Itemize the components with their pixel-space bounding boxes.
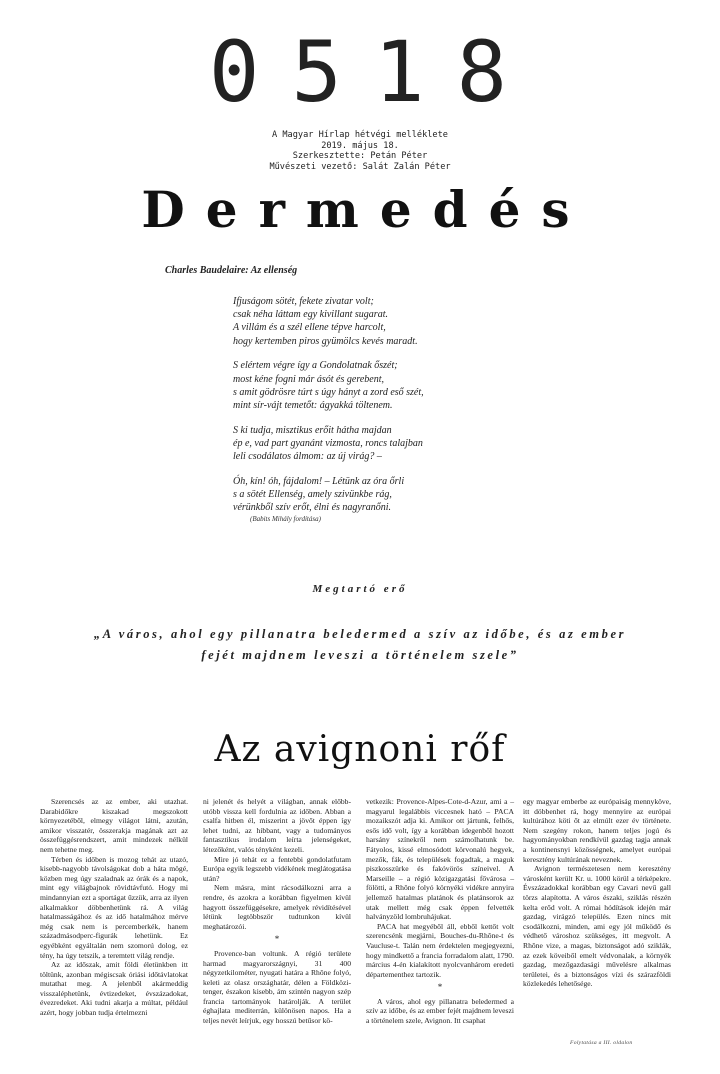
article-paragraph: egy magyar emberbe az európaiság mennyköve, itt döbbenhet rá, hogy mennyire az európai kultúrához köti őt az elmúlt ezer év története. Nem szegény rokon, hanem teljes jogú és hagyományokban rendkívül gazdag tagja annak a kontinensnyi közösségnek, amelyet európai keresztény kultúrának neveznek. — [523, 797, 671, 864]
poem-line: most kéne fogni már ásót és gerebent, — [233, 373, 384, 385]
pull-quote-line: fejét majdnem leveszi a történelem szele” — [201, 648, 519, 662]
poem-line: A villám és a szél ellene tépve harcolt, — [233, 322, 386, 334]
poem-stanza — [233, 424, 533, 464]
page-title: Dermedés — [141, 180, 591, 239]
poem-stanza — [233, 295, 533, 348]
poem-line: s amit gödrösre túrt s úgy hányt a zord eső szét, — [233, 386, 424, 398]
poem-line: Ifjuságom sötét, fekete zivatar volt; — [233, 296, 374, 307]
pull-quote — [40, 624, 680, 666]
article-paragraph: Az az időszak, amit földi életünkben itt töltünk, azonban mégiscsak óriási időtávlatokat mutathat meg. A jelenből akármeddig visszaléphetünk, évtizedeket, évszázadokat, évezredeket. Aki tudni akarja a múltat, például azért, hogy jobban tudja értelmezni — [40, 960, 188, 1018]
poem-line: S elértem végre így a Gondolatnak őszét; — [233, 360, 398, 372]
article-paragraph: A város, ahol egy pillanatra beledermed a szív az időbe, és az ember fejét majdnem leveszi a történelem szele, Avignon. Itt csaphat — [366, 996, 514, 1026]
poem-line: vérünkből szív erőt, élni és nagyranőni. — [233, 502, 392, 514]
article-paragraph: Nem másra, mint rácsodálkozni arra a rendre, és azokra a korábban figyelmen kívül hagyott összefüggésekre, amelyek révidítésével létünk legtöbbször tudtunkon kívül meghatározói. — [203, 883, 351, 931]
article-paragraph: Provence-ban voltunk. A régió területe harmad magyarországnyi, 31 400 négyzetkilométer, nyugati határa a Rhône folyó, keleti az olasz országhatár, délen a Földközi-tenger, északon kisebb, ám szintén nagyon szép francia tartományok határolják. A terület éghajlata mediterrán, különösen napos. Ha a teljes nevét leírjuk, egy hosszú betűsor kö- — [203, 948, 351, 1026]
article-paragraph: ni jelenét és helyét a világban, annak előbb-utóbb vissza kell fordulnia az időben. Abban a csalfa hitben él, miszerint a jövőt éppen így lehet tudni, az hibbant, vagy a tudományos fantasztikus irodalom leírta jelenségeket, létezőként, valós tényként kezeli. — [203, 797, 351, 854]
poem-heading: Charles Baudelaire: Az ellenség — [165, 265, 298, 276]
poem-line: leli csodálatos álmom: az új virág? – — [233, 451, 382, 463]
article-column-2 — [203, 797, 351, 1026]
pull-quote-line: „A város, ahol egy pillanatra beledermed a szív az időbe, és az ember — [93, 627, 627, 641]
poem-translator: (Babits Mihály fordítása) — [250, 515, 321, 523]
credits-editor: Szerkesztette: Petán Péter — [292, 151, 428, 161]
article-paragraph: Szerencsés az az ember, aki utazhat. Darabidőkre kiszakad megszokott környezetéből, elmegy világot látni, azután, amikor visszatér, összerakja magának azt az összefüggésrendszert, amit mindezek nélkül nem tehetne meg. — [40, 797, 188, 854]
poem-line: s a sötét Ellenség, amely szivünkbe rág, — [233, 488, 392, 500]
poem-line: S ki tudja, misztikus erőit hátha majdan — [233, 424, 392, 436]
article-paragraph: Térben és időben is mozog tehát az utazó, kisebb-nagyobb távolságokat dob a háta mögé, közben meg úgy szaladnak az órák és a napok, mint egy világbajnok rövidtávfutó. Hogy mi mindannyian ezt a sportágat űzzük, arra az ilyen alkalmakkor döbbenhetünk rá. A világ hatalmasságához és az idő hatalmához mérve még csak nem is percemberkék, hanem századmásodperc-figurák lehetünk. Ez egyébként egyáltalán nem szomorú dolog, ez tény, ha úgy tetszik, a teremtett világ rendje. — [40, 854, 188, 960]
poem-line: mint sír-vájt temetőt: ágyakká töltenem. — [233, 399, 393, 411]
article-paragraph: PACA hat megyéből áll, ebből kettőt volt szerencsénk megjárni, Bouches-du-Rhône-t és Vaucluse-t. Talán nem érdektelen megjegyezni, hogy mindkettő a francia forradalom alatt, 1790. március 4-én kialakított nyolcvanhárom eredeti départementhez tartozik. — [366, 921, 514, 979]
article-column-4 — [523, 797, 671, 989]
poem-line: csak néha láttam egy kivillant sugarat. — [233, 309, 388, 321]
credits-art-director: Művészeti vezető: Salát Zalán Péter — [269, 161, 451, 172]
credits — [0, 130, 720, 172]
article-column-3 — [366, 797, 514, 1026]
poem-stanza — [233, 359, 533, 412]
article-paragraph: Mire jó tehát ez a fentebbi gondolatfutam Európa egyik legszebb vidékének meglátogatása után? — [203, 854, 351, 883]
poem-stanza — [233, 475, 533, 515]
section-divider: * — [437, 982, 443, 993]
poem — [233, 295, 533, 526]
article-column-1 — [40, 797, 188, 1018]
poem-line: hogy kertemben piros gyümölcs kevés maradt. — [233, 335, 418, 347]
poem-line: ép e, vad part gyanánt vizmosta, roncs talajban — [233, 437, 423, 449]
issue-number: 0518 — [208, 23, 540, 121]
article-title: Az avignoni rőf — [214, 729, 506, 770]
poem-line: Óh, kín! óh, fájdalom! – Létünk az óra őrli — [233, 475, 405, 487]
continued-note: Folytatása a III. oldalon — [570, 1040, 633, 1046]
section-label: Megtartó erő — [312, 583, 408, 595]
credits-supplement: A Magyar Hírlap hétvégi melléklete — [272, 130, 448, 140]
article-paragraph: vetkezik: Provence-Alpes-Cote-d-Azur, ami a – magyarul legalábbis viccesnek ható – PACA mozaikszót adja ki. Amikor ott jártunk, felhős, esős idő volt, így a korábban idegenből hozott harsány színekről nem számolhatunk be. Fátyolos, kissé elmosódott körvonalú hegyek, mezők, fák, és települések fogadtak, a maguk piszkosszürke és fakóvörös színeivel. A Marseille – a régió közigazgatási fővárosa – fölötti, a Rhône folyó környéki vidékre annyira jellemző hatalmas platánok és platánsorok az utak mellett még csak éppen felvették halványzöld lombruhájukat. — [366, 797, 514, 922]
section-divider: * — [274, 934, 280, 945]
article-paragraph: Avignon természetesen nem keresztény városként került Kr. u. 1000 körül a térképekre. Évszázadokkal korábban egy Cavari nevű gall törzs alapította. A város északi, sziklás részén kelta erőd volt. A római hódítások idején már gazdag, virágzó település. Ezen nincs mit csodálkozni, minden, ami egy jól működő és védhető városhoz szükséges, itt megvolt. A Rhône vize, a magas, biztonságot adó sziklák, az ezek köveiből emelt védvonalak, a környék gazdag, mezőgazdasági művelésre alkalmas területei, és a biztonságos vízi és szárazföldi közlekedés lehetősége. — [523, 864, 671, 989]
credits-date: 2019. május 18. — [321, 140, 399, 151]
